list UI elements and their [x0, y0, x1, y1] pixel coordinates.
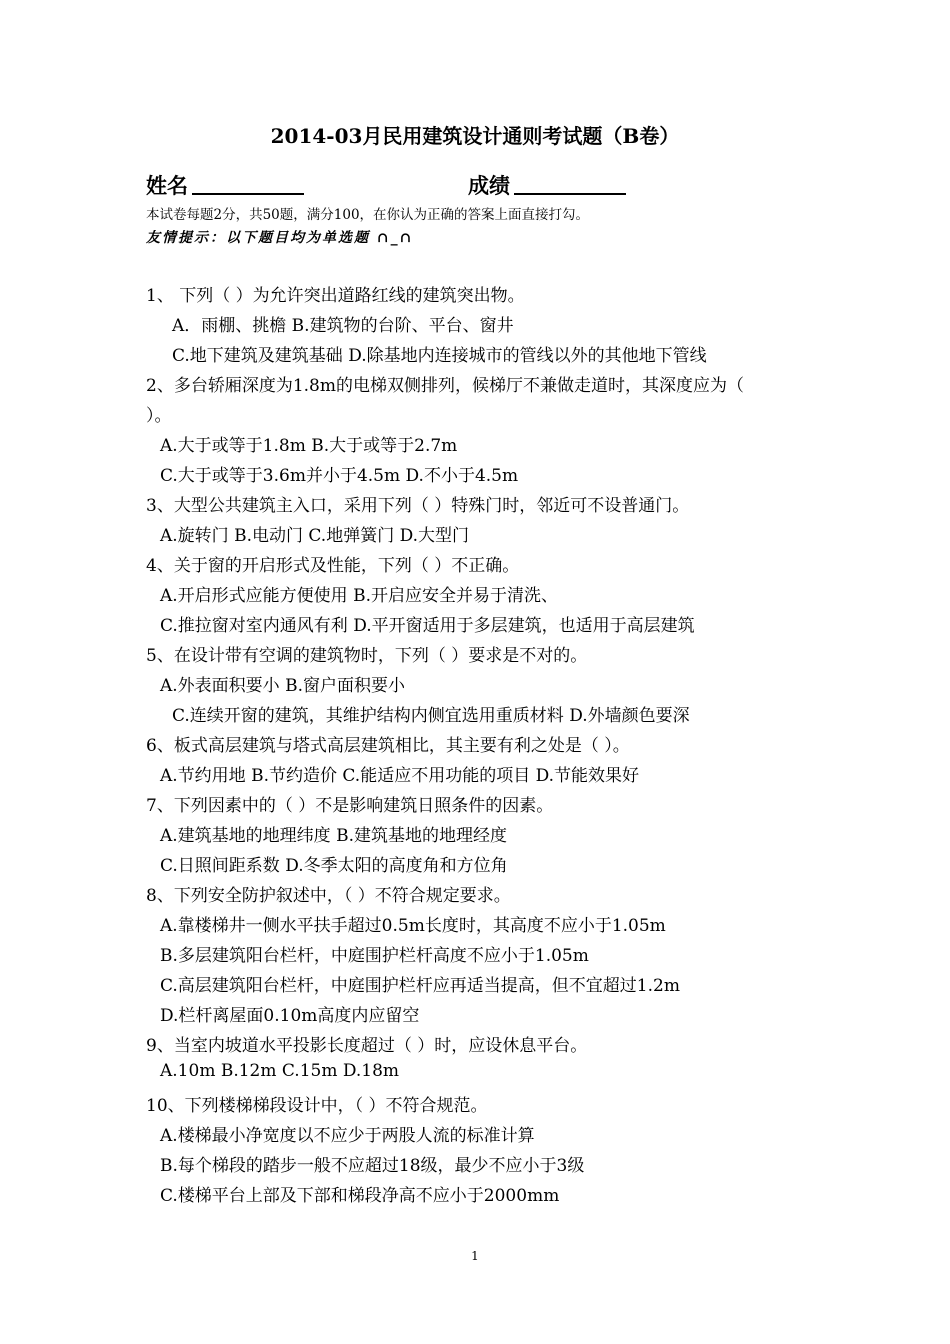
score-blank-line — [514, 173, 626, 195]
question-5: 5、在设计带有空调的建筑物时，下列（ ）要求是不对的。 — [146, 646, 588, 666]
options-7a: A.建筑基地的地理纬度 B.建筑基地的地理经度 — [160, 826, 507, 846]
options-7b: C.日照间距系数 D.冬季太阳的高度角和方位角 — [160, 856, 508, 876]
question-4: 4、关于窗的开启形式及性能，下列（ ）不正确。 — [146, 556, 520, 576]
exam-title: 2014-03月民用建筑设计通则考试题（B卷） — [270, 124, 680, 148]
name-field — [146, 170, 304, 200]
question-3: 3、大型公共建筑主入口，采用下列（ ）特殊门时，邻近可不设普通门。 — [146, 496, 690, 516]
options-8a: A.靠楼梯井一侧水平扶手超过0.5m长度时，其高度不应小于1.05m — [160, 916, 666, 936]
name-label: 姓名 — [146, 173, 188, 198]
options-3: A.旋转门 B.电动门 C.地弹簧门 D.大型门 — [160, 526, 470, 546]
options-9: A.10m B.12m C.15m D.18m — [160, 1061, 400, 1081]
options-5a: A.外表面积要小 B.窗户面积要小 — [160, 676, 405, 696]
options-2b: C.大于或等于3.6m并小于4.5m D.不小于4.5m — [160, 466, 519, 486]
options-1b: C.地下建筑及建筑基础 D.除基地内连接城市的管线以外的其他地下管线 — [172, 346, 707, 366]
options-10c: C.楼梯平台上部及下部和梯段净高不应小于2000mm — [160, 1186, 560, 1206]
options-4a: A.开启形式应能方便使用 B.开启应安全并易于清洗、 — [160, 586, 558, 606]
question-2: 2、多台轿厢深度为1.8m的电梯双侧排列，候梯厅不兼做走道时，其深度应为（ — [146, 376, 744, 396]
options-5b: C.连续开窗的建筑，其维护结构内侧宜选用重质材料 D.外墙颜色要深 — [172, 706, 690, 726]
question-9: 9、当室内坡道水平投影长度超过（ ）时，应设休息平台。 — [146, 1036, 588, 1056]
options-4b: C.推拉窗对室内通风有利 D.平开窗适用于多层建筑，也适用于高层建筑 — [160, 616, 695, 636]
instruction-text: 本试卷每题2分，共50题，满分100，在你认为正确的答案上面直接打勾。 — [146, 207, 590, 223]
options-8b: B.多层建筑阳台栏杆，中庭围护栏杆高度不应小于1.05m — [160, 946, 589, 966]
question-2-cont: ）。 — [146, 406, 172, 426]
options-10b: B.每个梯段的踏步一般不应超过18级，最少不应小于3级 — [160, 1156, 585, 1176]
page-number: 1 — [471, 1249, 479, 1263]
options-6: A.节约用地 B.节约造价 C.能适应不用功能的项目 D.节能效果好 — [160, 766, 640, 786]
options-10a: A.楼梯最小净宽度以不应少于两股人流的标准计算 — [160, 1126, 535, 1146]
score-label: 成绩 — [468, 173, 510, 198]
friendly-tip: 友情提示：以下题目均为单选题 ∩_∩ — [146, 230, 414, 246]
question-10: 10、下列楼梯梯段设计中，（ ）不符合规范。 — [146, 1096, 488, 1116]
options-8c: C.高层建筑阳台栏杆，中庭围护栏杆应再适当提高，但不宜超过1.2m — [160, 976, 680, 996]
question-6: 6、板式高层建筑与塔式高层建筑相比，其主要有利之处是（ ）。 — [146, 736, 630, 756]
name-blank-line — [192, 173, 304, 195]
question-7: 7、下列因素中的（ ）不是影响建筑日照条件的因素。 — [146, 796, 554, 816]
question-8: 8、下列安全防护叙述中，（ ）不符合规定要求。 — [146, 886, 511, 906]
options-1a: A．雨棚、挑檐 B.建筑物的台阶、平台、窗井 — [172, 316, 514, 336]
options-2a: A.大于或等于1.8m B.大于或等于2.7m — [160, 436, 458, 456]
score-field — [468, 170, 626, 200]
question-1: 1、 下列（ ）为允许突出道路红线的建筑突出物。 — [146, 286, 525, 306]
options-8d: D.栏杆离屋面0.10m高度内应留空 — [160, 1006, 420, 1026]
